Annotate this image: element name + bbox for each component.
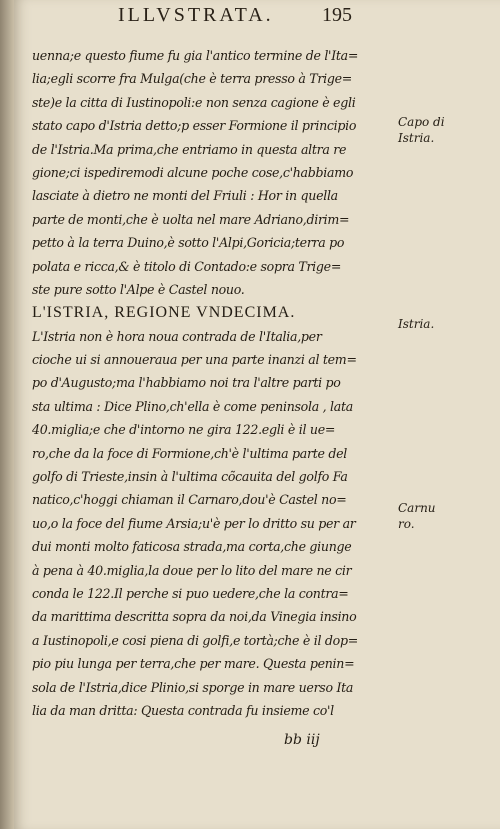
text-line: cioche ui si annoueraua per una parte inanzi al tem= [32,352,357,368]
text-line: lia;egli scorre fra Mulga(che è terra presso à Trige= [32,71,352,87]
text-line: petto à la terra Duino,è sotto l'Alpi,Goricia;terra po [32,235,345,251]
text-line: 40.miglia;e che d'intorno ne gira 122.egli è il ue= [32,422,336,438]
running-head: ILLVSTRATA. [118,4,274,26]
text-line: sola de l'Istria,dice Plinio,si sporge in mare uerso Ita [32,679,354,695]
text-line: conda le 122.Il perche si puo uedere,che la contra= [32,585,349,601]
text-line: stato capo d'Istria detto;p esser Formione il principio [32,118,357,134]
text-line: gione;ci ispediremodi alcune poche cose,c'habbiamo [32,164,354,180]
text-line: da marittima descritta sopra da noi,da Vinegia insino [32,609,357,625]
book-page [14,0,500,829]
section-title: L'ISTRIA, REGIONE VNDECIMA. [32,304,296,322]
text-line: L'Istria non è hora noua contrada de l'Italia,per [32,328,322,344]
signature-mark: bb iij [284,732,320,748]
text-line: pio piu lunga per terra,che per mare. Questa penin= [32,656,355,672]
margin-note-carnaro: Carnu ro. [398,501,436,531]
text-line: ste)e la citta di Iustinopoli:e non senza cagione è egli [32,94,356,110]
text-line: dui monti molto faticosa strada,ma corta,che giunge [32,539,352,555]
margin-note-istria: Istria. [398,317,435,331]
text-line: à pena à 40.miglia,la doue per lo lito del mare ne cir [32,562,352,578]
text-line: sta ultima : Dice Plino,ch'ella è come peninsola , lata [32,398,353,414]
text-line: uo,o la foce del fiume Arsia;u'è per lo dritto su per ar [32,515,356,531]
text-line: uenna;e questo fiume fu gia l'antico termine de l'Ita= [32,48,359,63]
page-footer [14,732,500,756]
body-text [32,44,406,722]
book-gutter [0,0,14,829]
margin-note-capo-di-istria: Capo di Istria. [398,115,445,145]
text-line: natico,c'hoggi chiaman il Carnaro,dou'è Castel no= [32,492,347,508]
page-header [14,2,500,32]
text-line: a Iustinopoli,e cosi piena di golfi,e tortà;che è il dop= [32,632,358,648]
text-line: golfo di Trieste,insin à l'ultima cõcauita del golfo Fa [32,469,348,485]
text-line: po d'Augusto;ma l'habbiamo noi tra l'altre parti po [32,375,341,391]
text-line: lia da man dritta: Questa contrada fu insieme co'l [32,702,334,718]
text-line: polata e ricca,& è titolo di Contado:e sopra Trige= [32,258,342,274]
text-line: ste pure sotto l'Alpe è Castel nouo. [32,281,245,297]
text-line: ro,che da la foce di Formione,ch'è l'ultima parte del [32,445,347,461]
text-line: lasciate à dietro ne monti del Friuli : Hor in quella [32,188,338,204]
page-number: 195 [322,4,352,26]
text-line: de l'Istria.Ma prima,che entriamo in questa altra re [32,141,347,157]
text-line: parte de monti,che è uolta nel mare Adriano,dirim= [32,211,350,227]
